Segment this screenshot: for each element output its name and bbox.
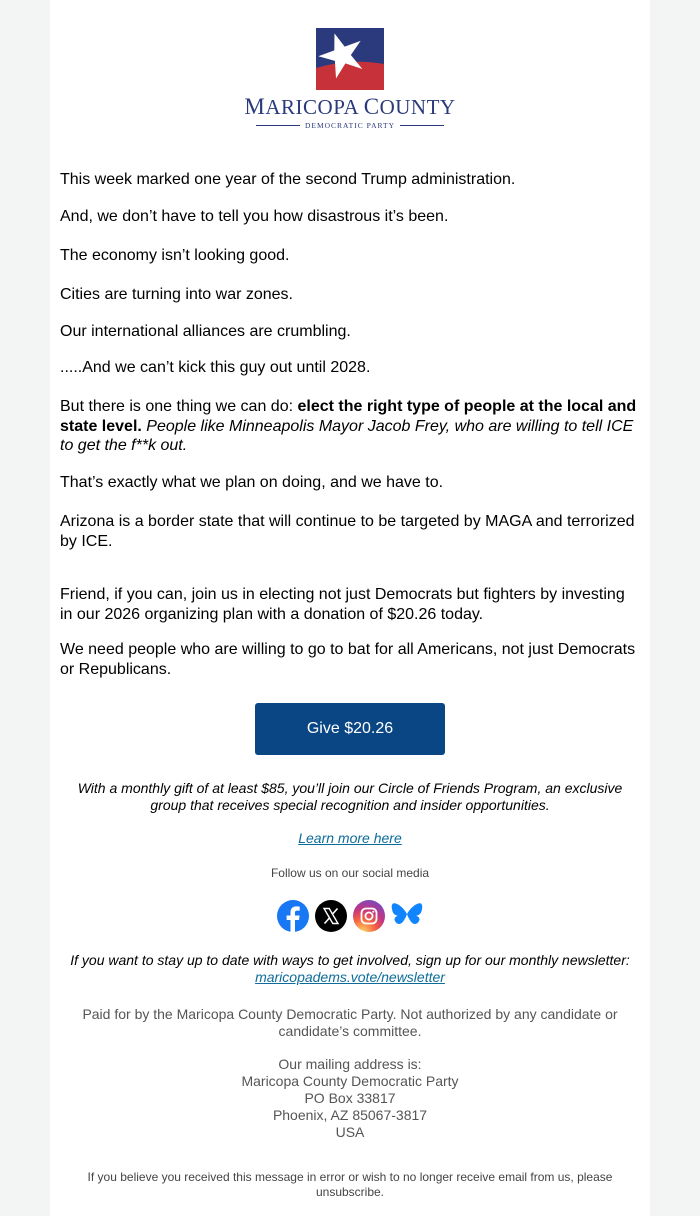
newsletter-text: If you want to stay up to date with ways to get involved, sign up for our monthly newsletter: maricopadems.vote/newsletter: [70, 952, 630, 985]
paragraph-10: Friend, if you can, join us in electing not just Democrats but fighters by investing in our 2026 organizing plan with a donation of $20.26 today.: [60, 586, 625, 623]
bluesky-icon[interactable]: [390, 899, 424, 933]
mailing-po-box: PO Box 33817: [304, 1090, 396, 1106]
facebook-icon[interactable]: [276, 899, 310, 933]
paragraph-11: We need people who are willing to go to bat for all Americans, not just Democrats or Republicans.: [60, 641, 636, 678]
instagram-icon[interactable]: [352, 899, 386, 933]
paragraph-2: And, we don’t have to tell you how disastrous it’s been.: [60, 208, 449, 225]
paragraph-1: This week marked one year of the second Trump administration.: [60, 171, 516, 188]
star-logo-icon: [316, 28, 384, 90]
logo-title: MARICOPA COUNTY: [244, 94, 456, 119]
party-logo[interactable]: [50, 28, 650, 130]
mailing-heading: Our mailing address is:: [278, 1056, 422, 1072]
paragraph-5: Our international alliances are crumbling.: [60, 323, 351, 340]
mailing-org: Maricopa County Democratic Party: [241, 1073, 459, 1089]
email-page: [50, 0, 650, 1216]
social-icons: [50, 899, 650, 933]
social-heading: Follow us on our social media: [270, 866, 430, 880]
mailing-city: Phoenix, AZ 85067-3817: [272, 1107, 428, 1123]
paid-for-disclaimer: Paid for by the Maricopa County Democratic Party. Not authorized by any candidate or candidate’s committee.: [82, 1006, 618, 1039]
learn-more-link[interactable]: Learn more here: [298, 830, 402, 846]
give-button[interactable]: Give $20.26: [255, 703, 445, 755]
paragraph-6: .....And we can’t kick this guy out until 2028.: [60, 359, 371, 376]
paragraph-3: The economy isn’t looking good.: [60, 247, 290, 264]
unsubscribe-text[interactable]: If you believe you received this message in error or wish to no longer receive email from us, please unsubscribe.: [87, 1170, 613, 1199]
paragraph-4: Cities are turning into war zones.: [60, 286, 293, 303]
paragraph-8: That’s exactly what we plan on doing, and we have to.: [60, 474, 444, 491]
mailing-address: [70, 1056, 630, 1141]
paragraph-9: Arizona is a border state that will continue to be targeted by MAGA and terrorized by ICE.: [60, 513, 635, 550]
learn-more-container: [70, 830, 630, 846]
paragraph-7: But there is one thing we can do: elect the right type of people at the local and state level. People like Minneapolis Mayor Jacob Frey, who are willing to tell ICE to get the f**k out.: [60, 398, 637, 454]
monthly-gift-text: With a monthly gift of at least $85, you’ll join our Circle of Friends Program, an exclusive group that receives special recognition and insider opportunities.: [77, 780, 623, 813]
logo-subtitle: DEMOCRATIC PARTY: [50, 121, 650, 130]
x-icon[interactable]: [314, 899, 348, 933]
mailing-country: USA: [335, 1124, 365, 1140]
newsletter-link[interactable]: maricopadems.vote/newsletter: [255, 969, 445, 985]
